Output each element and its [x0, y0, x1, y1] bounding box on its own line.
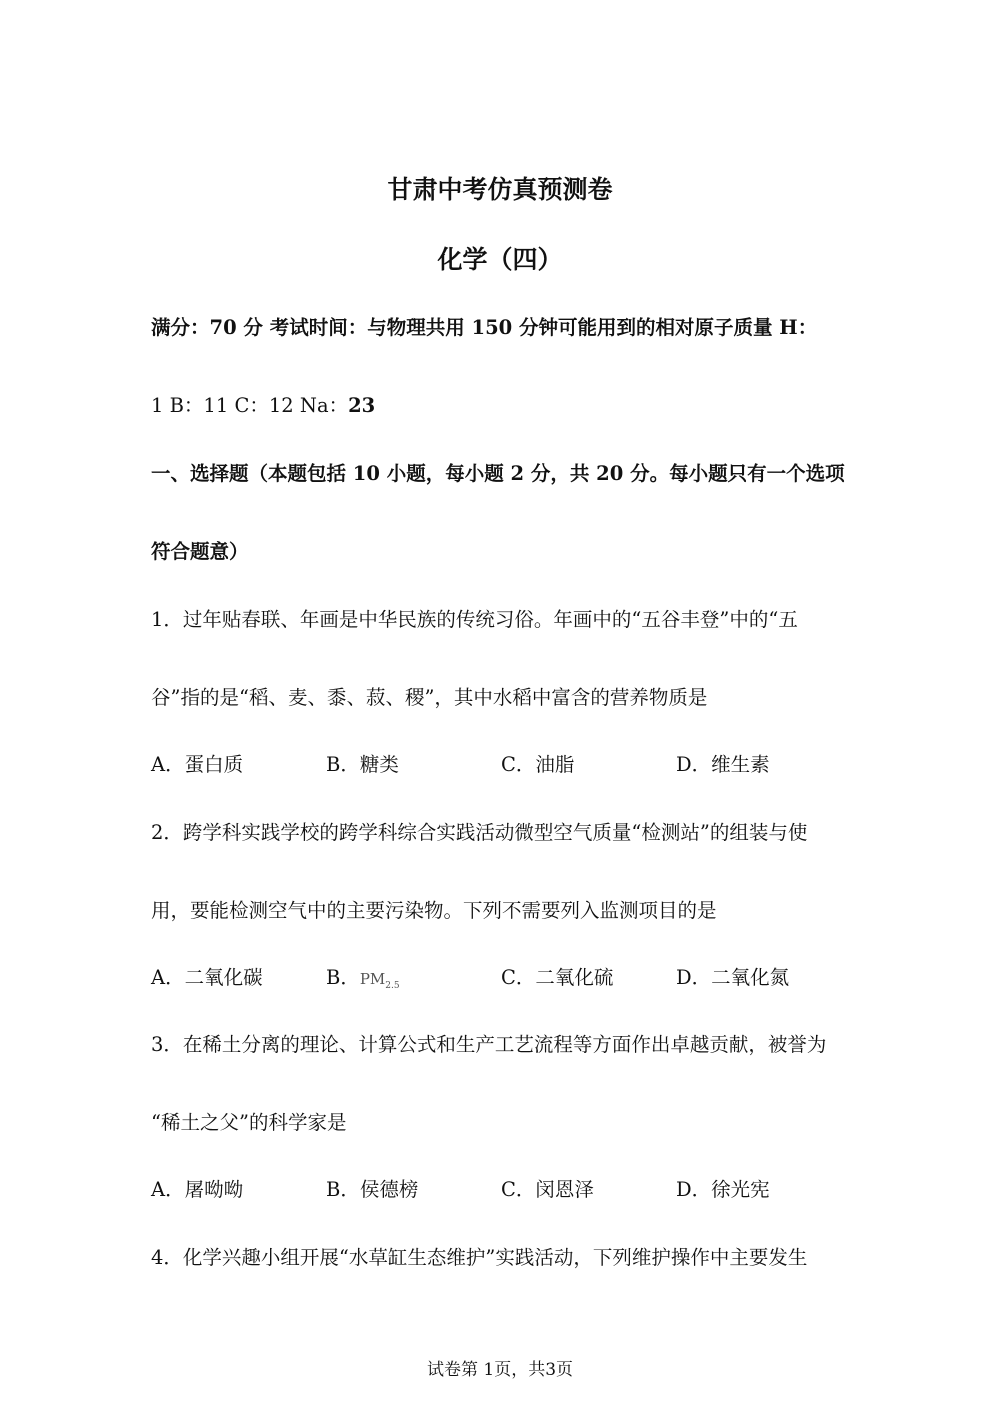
question-2-option-a: A．二氧化碳 [151, 966, 263, 989]
question-2-line1: 2．跨学科实践学校的跨学科综合实践活动微型空气质量“检测站”的组装与使 [151, 821, 808, 844]
question-4-line1: 4．化学兴趣小组开展“水草缸生态维护”实践活动，下列维护操作中主要发生 [151, 1246, 808, 1269]
question-1-line1: 1．过年贴春联、年画是中华民族的传统习俗。年画中的“五谷丰登”中的“五 [151, 608, 798, 631]
section-heading-line1: 一、选择题（本题包括 10 小题，每小题 2 分，共 20 分。每小题只有一个选项 [151, 462, 845, 485]
question-3-line1: 3．在稀土分离的理论、计算公式和生产工艺流程等方面作出卓越贡献，被誉为 [151, 1033, 827, 1056]
question-3-option-c: C．闵恩泽 [501, 1178, 594, 1201]
question-3-line2: “稀土之父”的科学家是 [151, 1111, 347, 1134]
atomic-mass-na: 23 [348, 394, 376, 417]
pm25-formula [359, 970, 400, 991]
pm25-main: PM [359, 970, 386, 988]
question-1-line2: 谷”指的是“稻、麦、黍、菽、稷”，其中水稻中富含的营养物质是 [151, 686, 708, 709]
exam-subtitle: 化学（四） [437, 245, 563, 274]
question-1-option-d: D．维生素 [676, 753, 770, 776]
question-2-line2: 用，要能检测空气中的主要污染物。下列不需要列入监测项目的是 [151, 899, 717, 922]
question-3-option-d: D．徐光宪 [676, 1178, 770, 1201]
exam-title: 甘肃中考仿真预测卷 [387, 175, 613, 204]
question-2-option-d: D．二氧化氮 [676, 966, 790, 989]
question-1-option-a: A．蛋白质 [151, 753, 244, 776]
question-2-option-b-letter: B． [326, 966, 360, 989]
atomic-mass-values: 1 B：11 C：12 Na： [151, 394, 349, 417]
question-3-option-b: B．侯德榜 [326, 1178, 419, 1201]
exam-info-line1: 满分：70 分 考试时间：与物理共用 150 分钟可能用到的相对原子质量 H： [151, 316, 818, 339]
pm25-subscript: 2.5 [385, 981, 400, 991]
question-1-option-b: B．糖类 [326, 753, 399, 776]
question-2-option-c: C．二氧化硫 [501, 966, 614, 989]
question-3-option-a: A．屠呦呦 [151, 1178, 244, 1201]
page-footer: 试卷第 1页，共3页 [426, 1360, 574, 1380]
exam-info-line2 [151, 393, 375, 419]
question-2-option-b [326, 965, 400, 999]
section-heading-line2: 符合题意） [151, 540, 249, 563]
question-1-option-c: C．油脂 [501, 753, 575, 776]
